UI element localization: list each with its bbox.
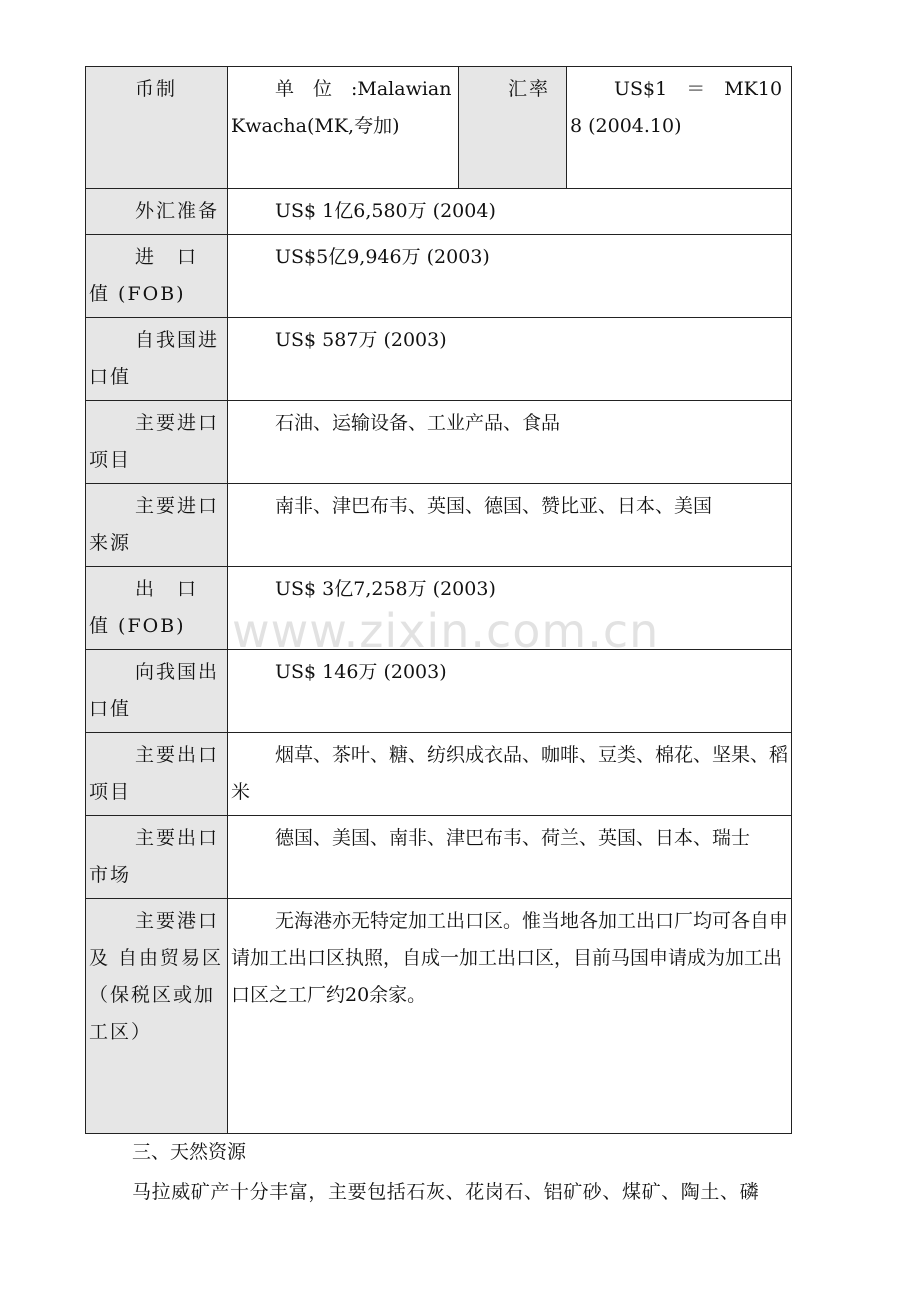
row-value-main-import-items: 石油、运输设备、工业产品、食品 (228, 401, 792, 484)
row-label-main-import-items: 主要进口项目 (86, 401, 228, 484)
row-label-import-from-china: 自我国进口值 (86, 318, 228, 401)
currency-label: 币制 (86, 67, 228, 189)
row-value-import-value: US$5亿9,946万 (2003) (228, 235, 792, 318)
row-label-main-export-items: 主要出口项目 (86, 733, 228, 816)
row-label-export-value: 出 口 值 (FOB) (86, 567, 228, 650)
row-value-ports-free-trade-zone: 无海港亦无特定加工出口区。惟当地各加工出口厂均可各自申请加工出口区执照，自成一加工出口区，目前马国申请成为加工出口区之工厂约20余家。 (228, 899, 792, 1134)
row-label-export-to-china: 向我国出口值 (86, 650, 228, 733)
row-label-forex-reserve: 外汇准备 (86, 189, 228, 235)
row-label-ports-free-trade-zone: 主要港口及 自由贸易区 （保税区或加工区） (86, 899, 228, 1134)
currency-unit: 单 位 :Malawian Kwacha(MK,夸加) (228, 67, 459, 189)
row-label-import-value: 进 口 值 (FOB) (86, 235, 228, 318)
row-value-export-value: US$ 3亿7,258万 (2003) (228, 567, 792, 650)
row-value-main-export-markets: 德国、美国、南非、津巴布韦、荷兰、英国、日本、瑞士 (228, 816, 792, 899)
row-value-main-export-items: 烟草、茶叶、糖、纺织成衣品、咖啡、豆类、棉花、坚果、稻米 (228, 733, 792, 816)
row-value-export-to-china: US$ 146万 (2003) (228, 650, 792, 733)
trade-info-table (85, 66, 792, 1134)
row-label-main-import-sources: 主要进口来源 (86, 484, 228, 567)
exchange-rate-value: US$1 ＝ MK108 (2004.10) (567, 67, 792, 189)
row-value-main-import-sources: 南非、津巴布韦、英国、德国、赞比亚、日本、美国 (228, 484, 792, 567)
watermark: www.zixin.com.cn (232, 604, 660, 658)
row-value-import-from-china: US$ 587万 (2003) (228, 318, 792, 401)
exchange-rate-label: 汇率 (459, 67, 567, 189)
body-paragraph: 马拉威矿产十分丰富，主要包括石灰、花岗石、铝矿砂、煤矿、陶土、磷 (132, 1181, 760, 1203)
row-label-main-export-markets: 主要出口市场 (86, 816, 228, 899)
section-heading: 三、天然资源 (132, 1141, 247, 1163)
row-value-forex-reserve: US$ 1亿6,580万 (2004) (228, 189, 792, 235)
